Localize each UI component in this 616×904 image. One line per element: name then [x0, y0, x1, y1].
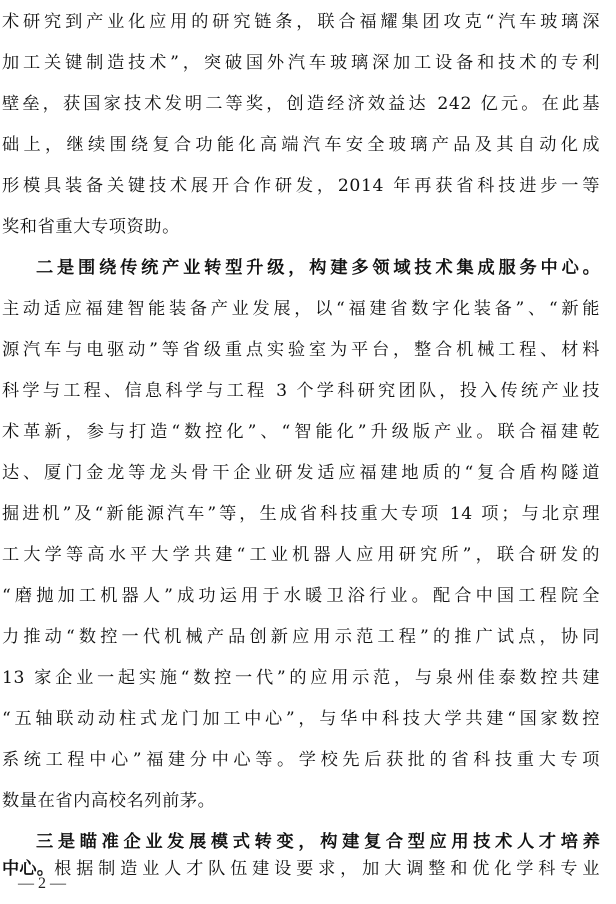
text-line: 掘进机”及“新能源汽车”等，生成省科技重大专项 14 项；与北京理	[2, 504, 600, 524]
section-heading: 三是瞄准企业发展模式转变，构建复合型应用技术人才培养	[36, 832, 600, 852]
text-line: “磨抛加工机器人”成功运用于水暖卫浴行业。配合中国工程院全	[2, 586, 600, 606]
text-line: 壁垒，获国家技术发明二等奖，创造经济效益达 242 亿元。在此基	[2, 94, 600, 114]
text-line: 源汽车与电驱动”等省级重点实验室为平台，整合机械工程、材料	[2, 340, 600, 360]
text-line: 工大学等高水平大学共建“工业机器人应用研究所”，联合研发的	[2, 545, 600, 565]
text-line: 奖和省重大专项资助。	[2, 217, 180, 237]
text-line: 科学与工程、信息科学与工程 3 个学科研究团队，投入传统产业技	[2, 381, 600, 401]
text-line: 系统工程中心”福建分中心等。学校先后获批的省科技重大专项	[2, 750, 600, 770]
text-line-tail: 根据制造业人才队伍建设要求，加大调整和优化学科专业	[54, 859, 600, 879]
text-line: 术革新，参与打造“数控化”、“智能化”升级版产业。联合福建乾	[2, 422, 600, 442]
text-line: 达、厦门金龙等龙头骨干企业研发适应福建地质的“复合盾构隧道	[2, 463, 600, 483]
section-heading: 二是围绕传统产业转型升级，构建多领域技术集成服务中心。	[36, 258, 600, 278]
text-line: 术研究到产业化应用的研究链条，联合福耀集团攻克“汽车玻璃深	[2, 12, 600, 32]
text-line	[2, 855, 600, 883]
text-line: 数量在省内高校名列前茅。	[2, 791, 216, 811]
text-line: 形模具装备关键技术展开合作研发，2014 年再获省科技进步一等	[2, 176, 600, 196]
text-line: 力推动“数控一代机械产品创新应用示范工程”的推广试点，协同	[2, 627, 600, 647]
text-line: 13 家企业一起实施“数控一代”的应用示范，与泉州佳泰数控共建	[2, 668, 600, 688]
section-heading-continued: 中心。	[2, 859, 55, 879]
text-line: 加工关键制造技术”，突破国外汽车玻璃深加工设备和技术的专利	[2, 53, 600, 73]
text-line: 主动适应福建智能装备产业发展，以“福建省数字化装备”、“新能	[2, 299, 600, 319]
text-line: 础上，继续围绕复合功能化高端汽车安全玻璃产品及其自动化成	[2, 135, 600, 155]
page-number: — 2 —	[18, 875, 66, 892]
text-line: “五轴联动动柱式龙门加工中心”，与华中科技大学共建“国家数控	[2, 709, 600, 729]
